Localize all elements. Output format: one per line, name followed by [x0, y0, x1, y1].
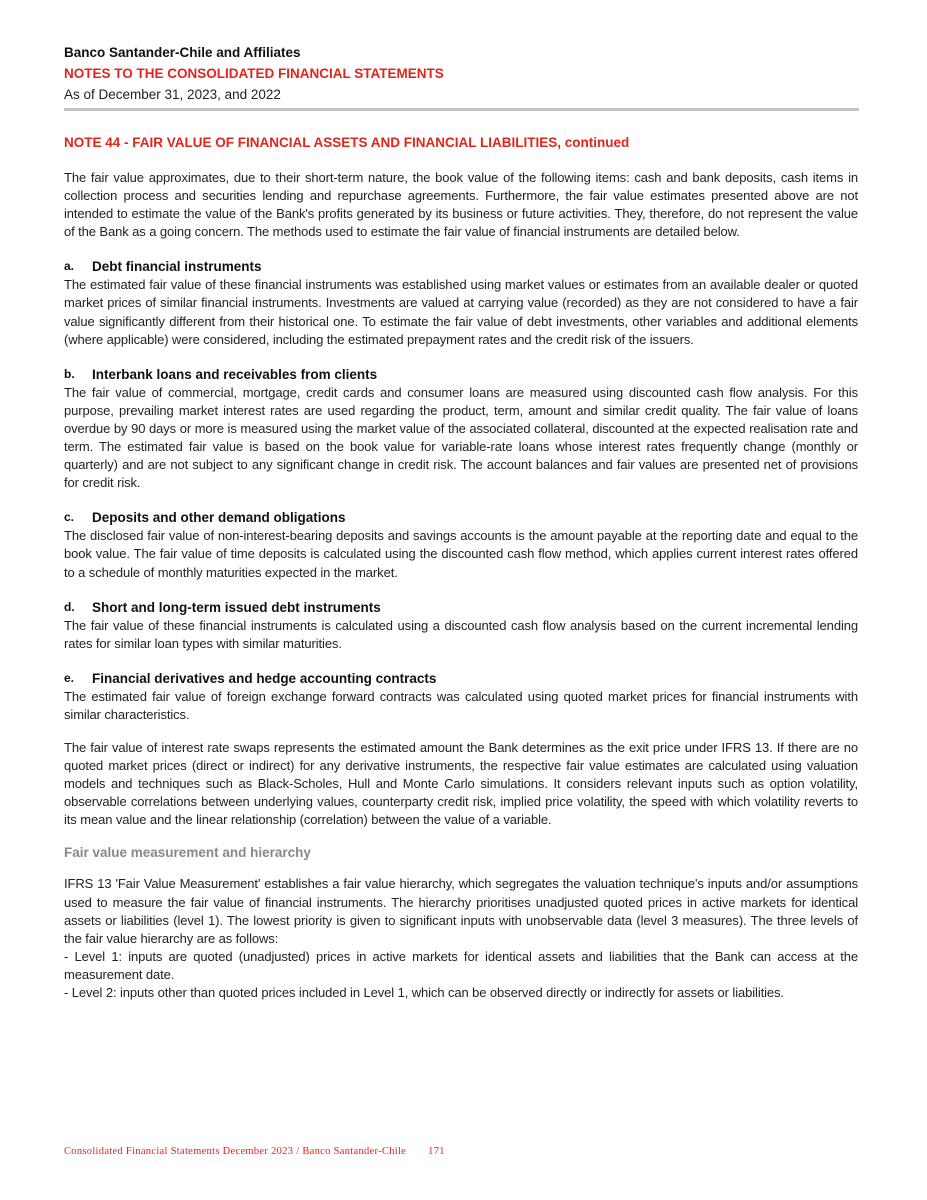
section-letter: d.	[64, 599, 75, 614]
intro-paragraph: The fair value approximates, due to their short-term nature, the book value of the following items: cash and bank deposits, cash items in collection process and securities lending and repurchase agreements. Furthermore, the fair value estimates presented above are not intended to estimate the value of the Bank's profits generated by its business or future activities. They, therefore, do not represent the value of the Bank as a going concern. The methods used to estimate the fair value of financial instruments are detailed below.	[64, 170, 858, 240]
section-letter: c.	[64, 510, 75, 525]
section-heading-a	[64, 257, 858, 276]
page-number: 171	[428, 1146, 445, 1157]
level-2-item: - Level 2: inputs other than quoted prices included in Level 1, which can be observed directly or indirectly for assets or liabilities.	[64, 985, 784, 1000]
level-1-item: - Level 1: inputs are quoted (unadjusted) prices in active markets for identical assets and liabilities that the Bank can access at the measurement date.	[64, 948, 858, 982]
section-heading-e	[64, 669, 858, 688]
section-text-e: The estimated fair value of foreign exchange forward contracts was calculated using quoted market prices for financial instruments with similar characteristics.	[64, 688, 858, 722]
section-heading-c	[64, 508, 858, 527]
notes-title: NOTES TO THE CONSOLIDATED FINANCIAL STATEMENTS	[64, 66, 444, 81]
section-text-a: The estimated fair value of these financial instruments was established using market values or estimates from an available dealer or quoted market prices of similar financial instruments. Investments are valued at carrying value (recorded) as they are not considered to have a fair value significantly different from their historical one. To estimate the fair value of debt investments, other variables and additional elements (where applicable) were considered, including the estimated prepayment rates and the credit risk of the issuers.	[64, 277, 858, 347]
reporting-date: As of December 31, 2023, and 2022	[64, 87, 281, 102]
section-heading-b	[64, 365, 858, 384]
company-name: Banco Santander-Chile and Affiliates	[64, 45, 301, 60]
section-title: Debt financial instruments	[92, 259, 262, 275]
header-divider	[64, 108, 859, 111]
section-title: Financial derivatives and hedge accounting contracts	[92, 670, 437, 686]
footer-text: Consolidated Financial Statements December 2023 / Banco Santander-Chile	[64, 1146, 407, 1157]
section-text-d: The fair value of these financial instruments is calculated using a discounted cash flow analysis based on the current incremental lending rates for similar loan types with similar maturities.	[64, 617, 858, 651]
hierarchy-paragraph: IFRS 13 'Fair Value Measurement' establishes a fair value hierarchy, which segregates the valuation technique's inputs and/or assumptions used to measure the fair value of financial instruments. The hierarchy prioritises unadjusted quoted prices in active markets for identical assets or liabilities (level 1). The lowest priority is given to significant inputs with unobservable data (level 3 measures). The three levels of the fair value hierarchy are as follows:	[64, 876, 858, 946]
section-heading-d	[64, 598, 858, 617]
section-text-c: The disclosed fair value of non-interest-bearing deposits and savings accounts is the amount payable at the reporting date and equal to the book value. The fair value of time deposits is calculated using the discounted cash flow method, which applies current interest rates offered to a schedule of monthly maturities expected in the market.	[64, 528, 858, 580]
note-title: NOTE 44 - FAIR VALUE OF FINANCIAL ASSETS AND FINANCIAL LIABILITIES, continued	[64, 135, 630, 150]
section-letter: b.	[64, 366, 75, 381]
section-title: Deposits and other demand obligations	[92, 510, 346, 526]
page-footer	[64, 1145, 445, 1159]
section-text-b: The fair value of commercial, mortgage, credit cards and consumer loans are measured using discounted cash flow analysis. For this purpose, prevailing market interest rates are used regarding the product, term, amount and similar credit quality. The fair value of loans overdue by 90 days or more is measured using the market value of the associated collateral, discounted at the expected realisation rate and term. The estimated fair value is based on the book value for variable-rate loans whose interest rates frequently change (monthly or quarterly) and are not subject to any significant change in credit risk. The account balances and fair values are presented net of provisions for credit risk.	[64, 384, 858, 491]
section-letter: a.	[64, 259, 75, 274]
hierarchy-heading: Fair value measurement and hierarchy	[64, 845, 311, 861]
section-letter: e.	[64, 670, 75, 685]
section-title: Short and long-term issued debt instruments	[92, 599, 381, 615]
section-title: Interbank loans and receivables from clients	[92, 366, 378, 382]
swaps-paragraph: The fair value of interest rate swaps represents the estimated amount the Bank determines as the exit price under IFRS 13. If there are no quoted market prices (direct or indirect) for any derivative instruments, the respective fair value estimates are calculated using valuation models and techniques such as Black-Scholes, Hull and Monte Carlo simulations. It considers relevant inputs such as option volatility, observable correlations between underlying values, counterparty credit risk, implied price volatility, the speed with which volatility reverts to its mean value and the linear relationship (correlation) between the value of a variable.	[64, 739, 858, 828]
